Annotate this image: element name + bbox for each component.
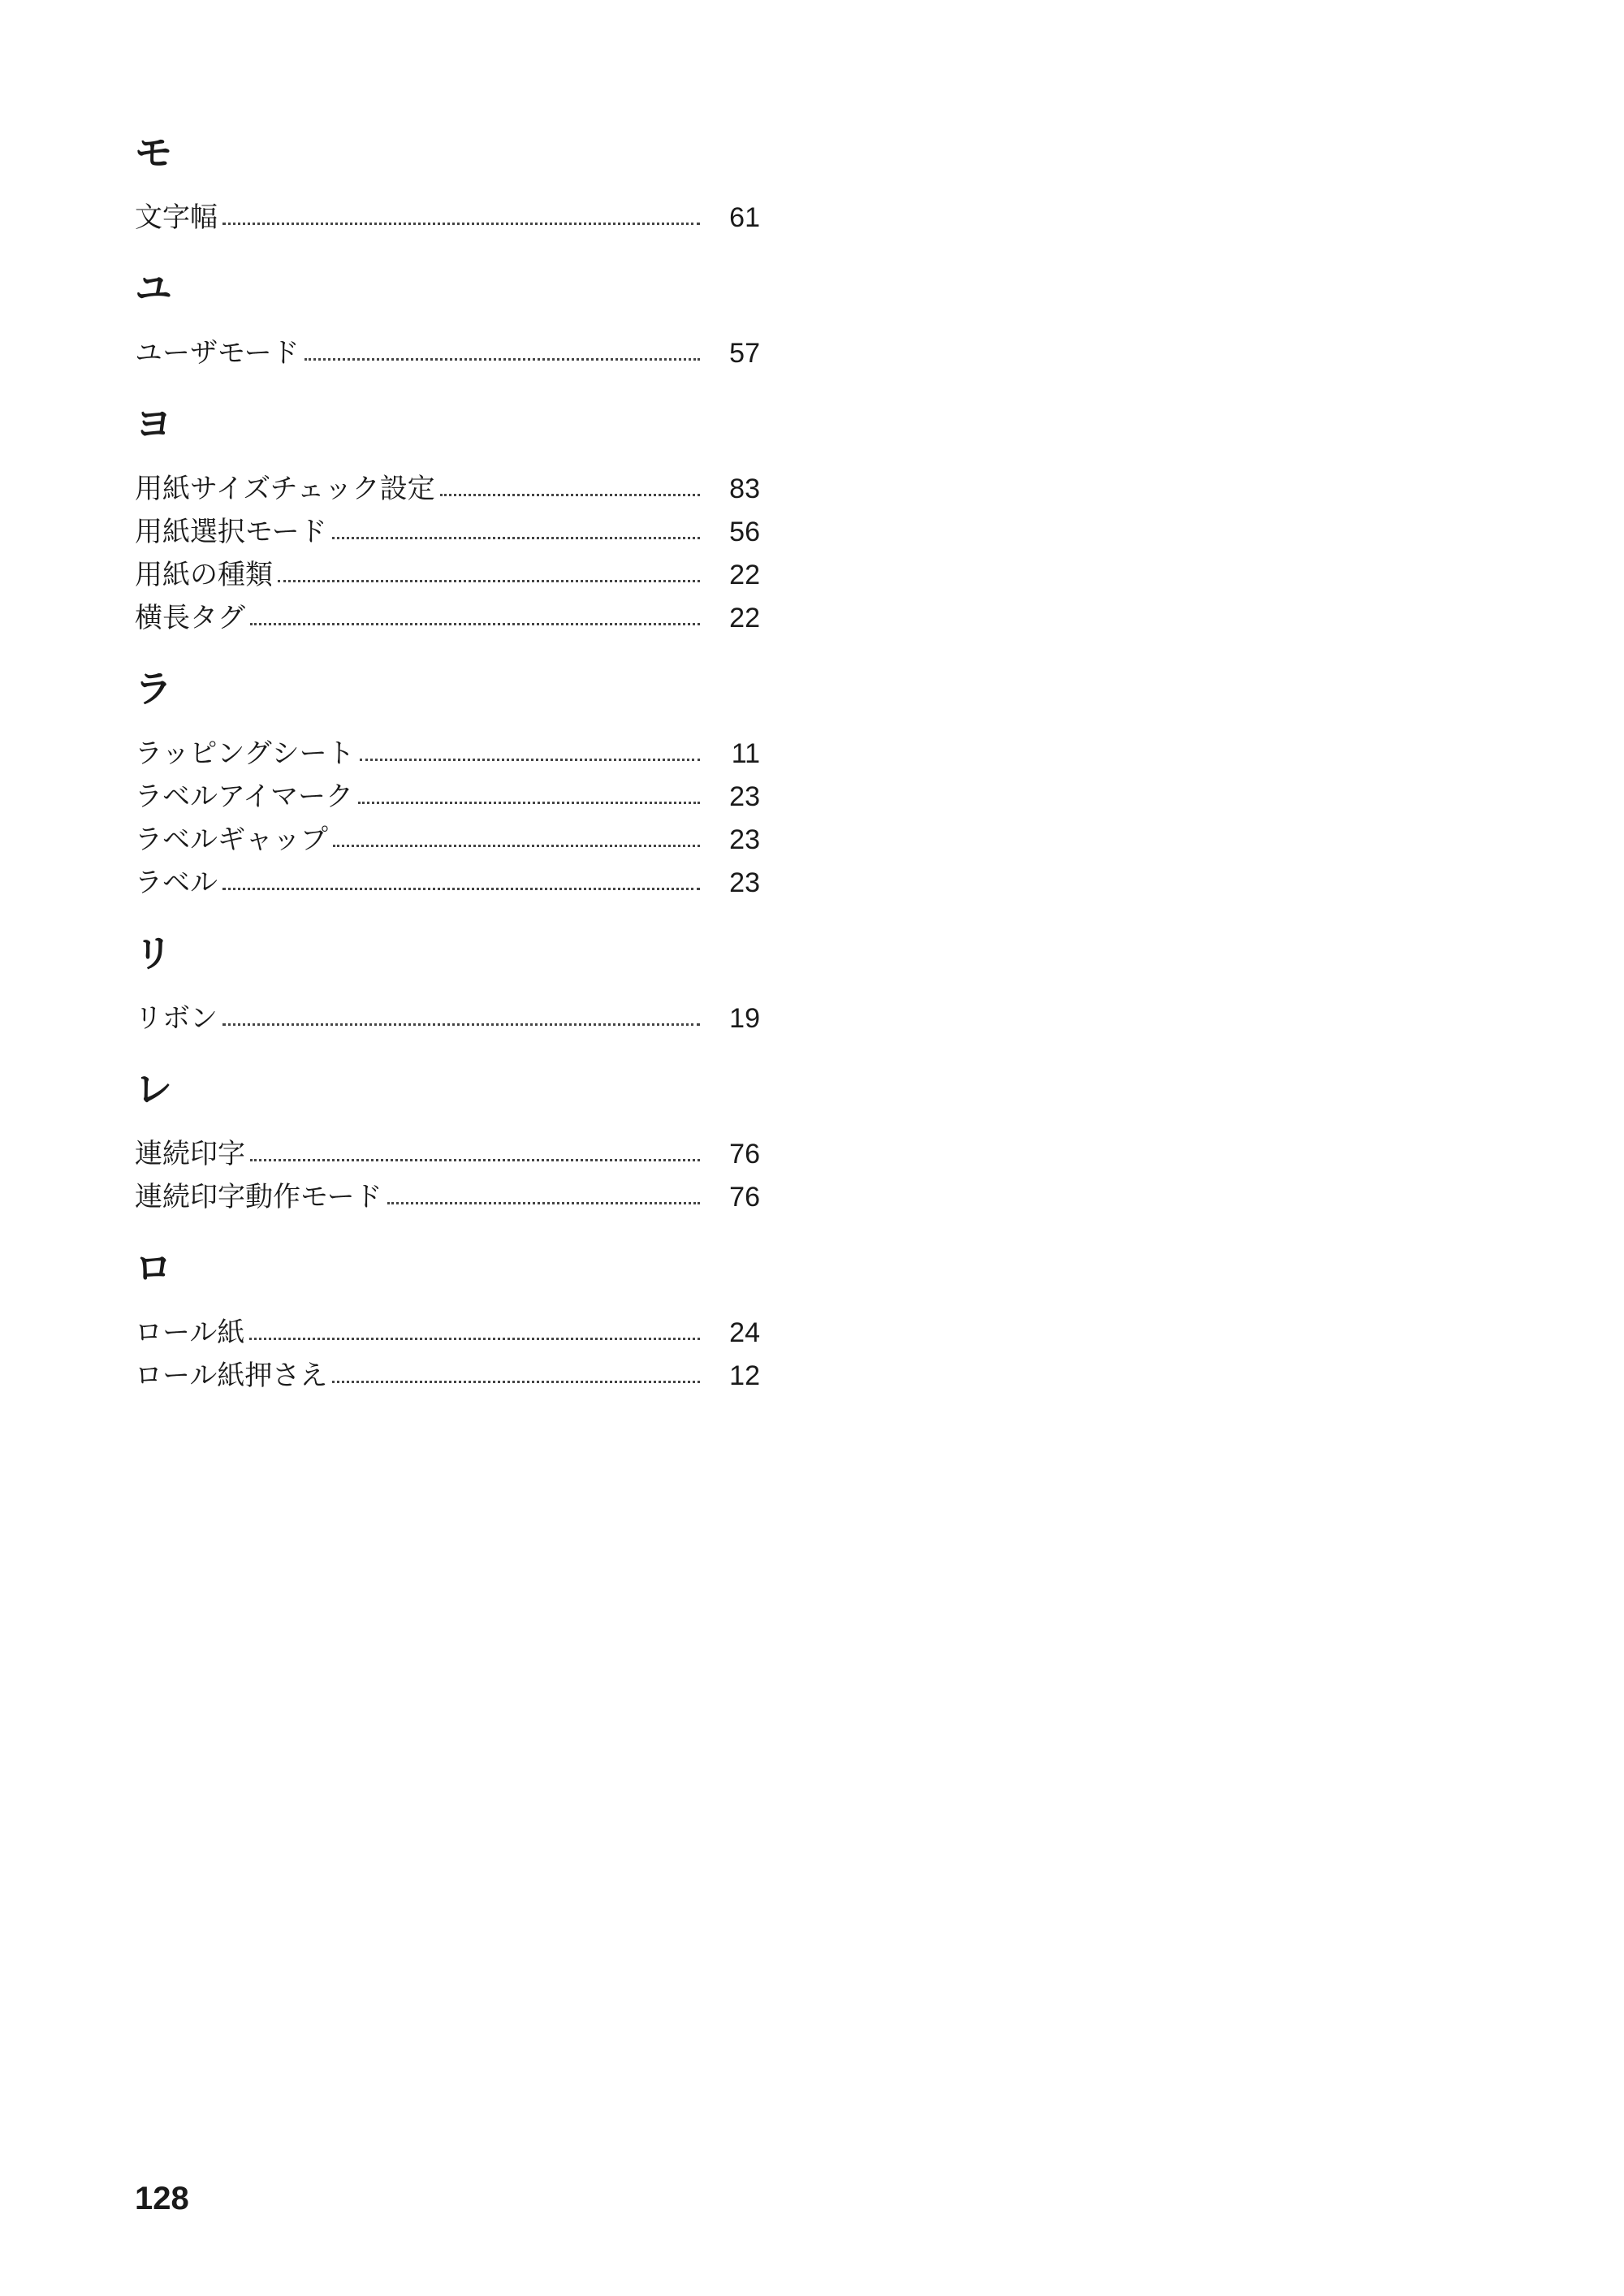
dot-leader [222, 888, 700, 890]
index-section-mo [135, 130, 760, 240]
index-section-re [135, 1066, 760, 1219]
entry-page: 61 [729, 202, 760, 233]
section-heading: リ [135, 932, 172, 975]
entry-term: ユーザモード [135, 337, 300, 370]
dot-leader [333, 845, 700, 847]
entry-term: 連続印字動作モード [135, 1181, 382, 1213]
entry-page: 76 [729, 1182, 760, 1213]
index-entry [135, 597, 760, 640]
entry-term: リボン [135, 1002, 218, 1035]
dot-leader [387, 1202, 700, 1204]
entry-page: 11 [731, 738, 760, 769]
entry-term: 連続印字 [135, 1138, 245, 1170]
index-entry [135, 511, 760, 554]
entry-term: 用紙サイズチェック設定 [135, 473, 435, 505]
entry-term: ラッピングシート [135, 737, 355, 770]
entry-page: 24 [729, 1317, 760, 1348]
entry-term: 文字幅 [135, 201, 218, 234]
entry-page: 19 [729, 1003, 760, 1034]
index-entry [135, 733, 760, 776]
index-entry [135, 776, 760, 819]
dot-leader [440, 494, 700, 496]
index-entry [135, 554, 760, 597]
section-heading: ユ [135, 266, 172, 310]
entry-page: 76 [729, 1139, 760, 1170]
section-heading: レ [135, 1067, 172, 1111]
entry-term: ラベルアイマーク [135, 780, 353, 813]
entry-term: ロール紙 [135, 1317, 245, 1349]
index-entry [135, 819, 760, 862]
index-section-ra [135, 666, 760, 905]
entry-term: 用紙選択モード [135, 516, 327, 548]
index-entry [135, 197, 760, 240]
dot-leader [222, 1023, 700, 1026]
entry-term: ラベル [135, 867, 218, 899]
dot-leader [360, 759, 700, 761]
index-entry [135, 997, 760, 1040]
entry-page: 23 [729, 867, 760, 898]
dot-leader [250, 1159, 700, 1161]
index-entry [135, 468, 760, 511]
index-entry [135, 1133, 760, 1176]
entry-page: 23 [729, 781, 760, 812]
index-entry [135, 862, 760, 905]
index-entry [135, 1176, 760, 1219]
entry-page: 83 [729, 473, 760, 504]
dot-leader [249, 1338, 700, 1340]
section-heading: ロ [135, 1246, 172, 1290]
section-heading: モ [135, 131, 172, 175]
index-section-yo [135, 401, 760, 640]
entry-page: 22 [729, 603, 760, 633]
entry-page: 23 [729, 824, 760, 855]
index-section-yu [135, 266, 760, 375]
dot-leader [250, 623, 700, 625]
index-column [135, 130, 760, 1398]
section-heading: ラ [135, 667, 172, 711]
entry-page: 22 [729, 560, 760, 590]
dot-leader [332, 537, 700, 539]
entry-term: 用紙の種類 [135, 559, 273, 591]
page-number: 128 [135, 2181, 189, 2216]
dot-leader [358, 802, 700, 804]
entry-page: 57 [729, 338, 760, 369]
entry-term: ラベルギャップ [135, 824, 328, 856]
index-entry [135, 1312, 760, 1355]
entry-page: 56 [729, 517, 760, 547]
index-entry [135, 332, 760, 375]
dot-leader [222, 223, 700, 225]
index-section-ro [135, 1245, 760, 1398]
entry-page: 12 [729, 1360, 760, 1391]
entry-term: ロール紙押さえ [135, 1360, 328, 1392]
section-heading: ヨ [135, 402, 172, 446]
index-section-ri [135, 931, 760, 1040]
dot-leader [304, 358, 700, 361]
dot-leader [278, 580, 700, 582]
entry-term: 横長タグ [135, 602, 245, 634]
index-entry [135, 1355, 760, 1398]
dot-leader [332, 1381, 700, 1383]
